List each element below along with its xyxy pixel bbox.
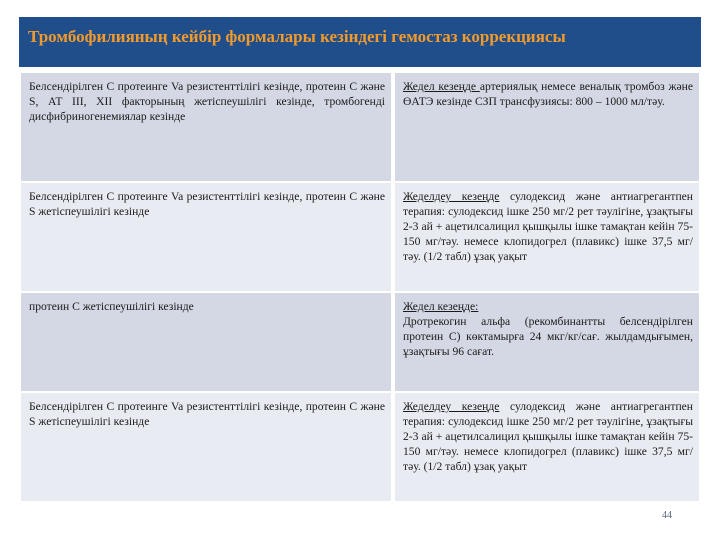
table-row [20, 292, 700, 392]
condition-cell: Белсендірілген С протеинге Va резистенттілігі кезінде, протеин С және S жетіспеушілігі кезінде [20, 182, 393, 292]
condition-cell: протеин С жетіспеушілігі кезінде [20, 292, 393, 392]
treatment-text: сулодексид және антиагрегантпен терапия: сулодексид ішке 250 мг/2 рет тәулігіне, ұзақтығы 2-3 ай + ацетилсалицил қышқылы ішке тамақтан кейін 75-150 мг/тәу. немесе клопидогрел (плавикс) ішке 37,5 мг/тәу. (1/2 табл) ұзақ уақыт [403, 190, 693, 263]
treatment-cell [393, 72, 700, 182]
stage-label: Жедел кезеңде [403, 80, 480, 93]
table-row [20, 182, 700, 292]
treatment-text: сулодексид және антиагрегантпен терапия: сулодексид ішке 250 мг/2 рет тәулігіне, ұзақтығы 2-3 ай + ацетилсалицил қышқылы ішке тамақтан кейін 75-150 мг/тәу. немесе клопидогрел (плавикс) ішке 37,5 мг/тәу. (1/2 табл) ұзақ уақыт [403, 400, 693, 473]
treatment-cell [393, 182, 700, 292]
page-number: 44 [662, 510, 672, 521]
slide [19, 17, 701, 503]
stage-label: Жеделдеу кезеңде [403, 400, 500, 413]
treatment-text: артериялық немесе веналық тромбоз және ӨАТЭ кезінде СЗП трансфузиясы: 800 – 1000 мл/тәу. [403, 80, 693, 108]
treatment-cell [393, 292, 700, 392]
table-row [20, 392, 700, 502]
stage-label: Жеделдеу кезеңде [403, 190, 500, 203]
treatment-text: Дротрекогин альфа (рекомбинантты белсендірілген протеин С) көктамырға 24 мкг/кг/сағ. жылдамдығымен, ұзақтығы 96 сағат. [403, 315, 693, 358]
slide-title: Тромбофилияның кейбір формалары кезіндегі гемостаз коррекциясы [19, 17, 701, 71]
stage-label: Жедел кезеңде: [403, 300, 479, 313]
treatment-cell [393, 392, 700, 502]
condition-cell: Белсендірілген С протеинге Va резистенттілігі кезінде, протеин С және S, АТ III, XII факторының жетіспеушілігі кезінде, тромбогенді дисфибриногенемиялар кезінде [20, 72, 393, 182]
table-row [20, 72, 700, 182]
condition-cell: Белсендірілген С протеинге Va резистенттілігі кезінде, протеин С және S жетіспеушілігі кезінде [20, 392, 393, 502]
correction-table [19, 71, 701, 503]
